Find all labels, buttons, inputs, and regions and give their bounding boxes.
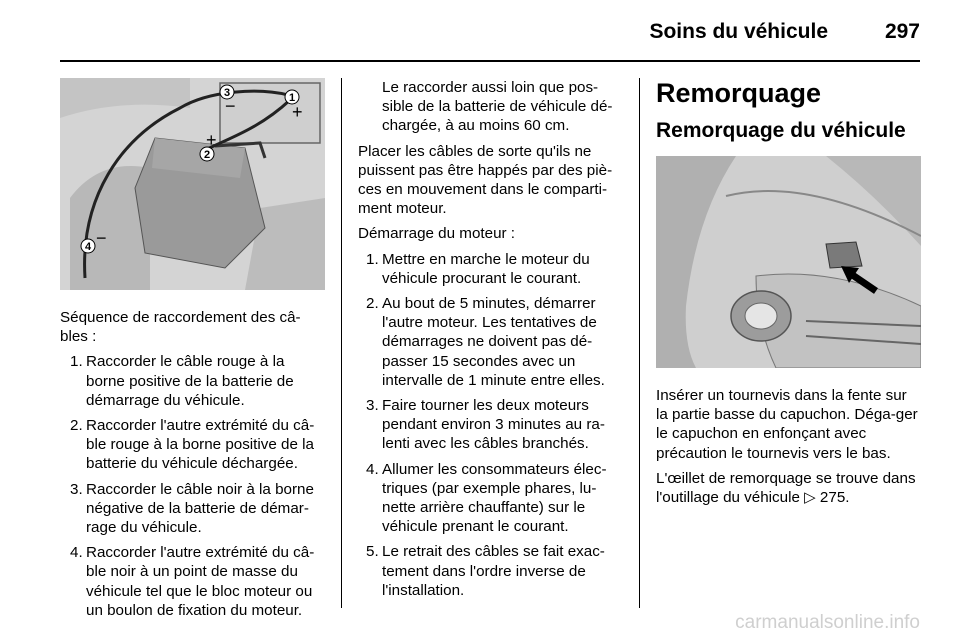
paragraph: Démarrage du moteur : xyxy=(358,225,516,243)
list-item: 4. Raccorder l'autre extrémité du câ-ble noir à un point de masse du véhicule tel que le bloc moteur ou un boulon de fixation du moteur. xyxy=(70,544,315,619)
paragraph xyxy=(656,469,921,507)
paragraph: Insérer un tournevis dans la fente sur la partie basse du capuchon. Déga-ger le capuchon en enfonçant avec précaution le tournevis vers le bas. xyxy=(656,387,918,462)
page-reference-icon: ▷ xyxy=(804,489,816,507)
subsection-heading: Remorquage du véhicule xyxy=(656,119,906,142)
list-item: 3. Faire tourner les deux moteurs pendant environ 3 minutes au ra-lenti avec les câbles branchés. xyxy=(366,397,605,453)
list-item: 5. Le retrait des câbles se fait exac-tement dans l'ordre inverse de l'installation. xyxy=(366,543,605,599)
header-divider xyxy=(60,60,920,62)
figure-label-4: 4 xyxy=(84,241,92,253)
figure-label-3: 3 xyxy=(223,87,231,99)
column-2 xyxy=(358,78,623,606)
column-3 xyxy=(656,78,921,513)
battery-jump-start-illustration xyxy=(60,78,325,290)
figure-caption: Séquence de raccordement des câ-bles : xyxy=(60,309,301,346)
page-header-title: Soins du véhicule xyxy=(649,20,828,43)
column-divider-1 xyxy=(341,78,342,608)
list-item: 2. Au bout de 5 minutes, démarrer l'autre moteur. Les tentatives de démarrages ne doivent pas dé-passer 15 secondes avec un intervalle de 1 minute entre elles. xyxy=(366,295,605,389)
list-item: 1. Mettre en marche le moteur du véhicule procurant le courant. xyxy=(366,250,590,287)
paragraph: Placer les câbles de sorte qu'ils ne puissent pas être happés par des piè-ces en mouvement dans le comparti-ment moteur. xyxy=(358,142,613,218)
figure-plus-sign: + xyxy=(292,102,303,122)
page-reference[interactable]: 275. xyxy=(819,489,850,507)
figure-minus-sign: − xyxy=(96,228,107,248)
column-divider-2 xyxy=(639,78,640,608)
page-number: 297 xyxy=(884,20,920,43)
paragraph-text: L'œillet de remorquage se trouve dans l'outillage du véhicule xyxy=(656,469,916,507)
figure-minus-sign: − xyxy=(225,96,236,116)
figure-label-2: 2 xyxy=(203,149,211,161)
column-1 xyxy=(60,78,325,626)
figure-label-1: 1 xyxy=(288,92,296,104)
list-item: 4. Allumer les consommateurs élec-triques (par exemple phares, lu-nette arrière chauffante) sur le véhicule prenant le courant. xyxy=(366,460,607,536)
watermark: carmanualsonline.info xyxy=(735,612,920,633)
figure-plus-sign: + xyxy=(206,130,217,150)
engine-start-steps-list xyxy=(358,250,623,600)
connection-steps-list xyxy=(60,352,325,620)
front-bumper-tow-cap-illustration xyxy=(656,156,921,368)
list-item: 3. Raccorder le câble noir à la borne négative de la batterie de démar-rage du véhicule. xyxy=(70,480,314,537)
list-item: 2. Raccorder l'autre extrémité du câ-ble rouge à la borne positive de la batterie du véhicule déchargée. xyxy=(70,417,315,473)
step-continuation: Le raccorder aussi loin que pos-sible de la batterie de véhicule dé-chargée, à au moins 60 cm. xyxy=(382,79,613,135)
section-heading: Remorquage xyxy=(656,78,822,108)
list-item: 1. Raccorder le câble rouge à la borne positive de la batterie de démarrage du véhicule. xyxy=(70,353,294,409)
